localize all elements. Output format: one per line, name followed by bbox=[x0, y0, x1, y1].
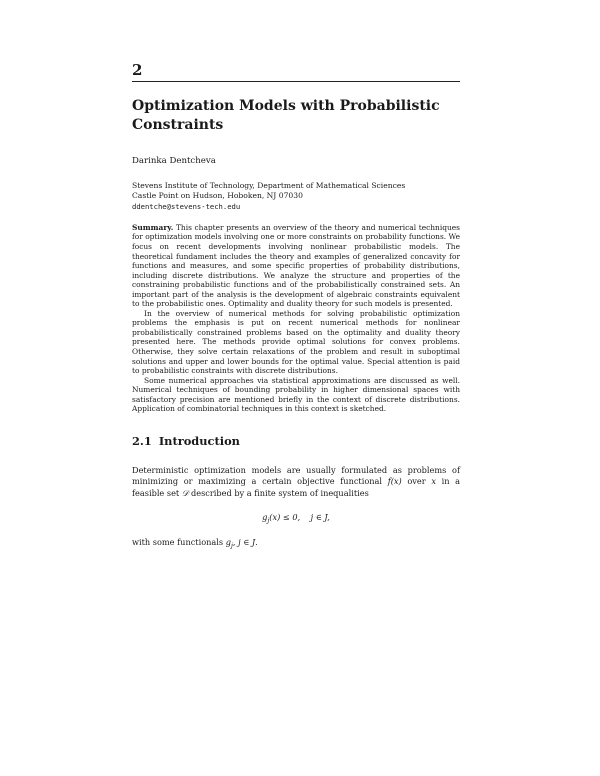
intro-body bbox=[132, 465, 460, 553]
equation-sub-j: j bbox=[267, 517, 270, 525]
summary-label: Summary. bbox=[132, 222, 174, 232]
math-set-d: 𝒟 bbox=[181, 488, 189, 499]
section-title: Introduction bbox=[158, 433, 240, 448]
summary-paragraph-1 bbox=[132, 223, 460, 309]
intro-paragraph-1 bbox=[132, 465, 460, 500]
summary-paragraph-3: Some numerical approaches via statistical approximations are discussed as well. Numerical techniques of bounding probability in higher dimensional spaces with satisfactory precision are mentioned briefly in the context of discrete distributions. Application of combinatorial techniques in this context is sketched. bbox=[132, 375, 460, 414]
author-affiliation bbox=[132, 181, 460, 212]
page-content bbox=[132, 62, 460, 552]
math-g-sub: j bbox=[230, 542, 233, 550]
intro-text-c: in a feasible set bbox=[132, 476, 460, 499]
summary-block bbox=[132, 223, 460, 414]
after-text-b: , bbox=[232, 537, 239, 548]
intro-paragraph-2 bbox=[132, 537, 460, 552]
intro-text-a: Deterministic optimization models are usually formulated as problems of minimizing or maximizing a certain objective functional bbox=[132, 464, 460, 487]
chapter-title bbox=[132, 97, 460, 135]
equation-g: g bbox=[262, 511, 268, 522]
chapter-title-line1: Optimization Models with Probabilistic bbox=[132, 98, 440, 114]
chapter-number: 2 bbox=[132, 61, 143, 79]
affiliation-line1: Stevens Institute of Technology, Department of Mathematical Sciences bbox=[132, 181, 406, 190]
summary-paragraph-2: In the overview of numerical methods for solving probabilistic optimization problems the emphasis is put on recent numerical methods for nonlinear probabilistically constrained problems based on the optimality and duality theory presented here. The methods provide optimal solutions for convex problems. Otherwise, they solve certain relaxations of the problem and result in suboptimal solutions and upper and lower bounds for the optimal value. Special attention is paid to probabilistic constraints with discrete distributions. bbox=[132, 308, 460, 376]
math-g: g bbox=[225, 537, 231, 548]
equation-rhs: j ∈ J, bbox=[310, 511, 330, 522]
summary-text-1: This chapter presents an overview of the theory and numerical techniques for optimization models involving one or more constraints on probability functions. We focus on recent developments involving nonlinear probabilistic models. The theoretical fundament includes the theory and examples of generalized concavity for functions and measures, and some specific properties of probability distributions, including discrete distributions. We analyze the structure and properties of the constraining probabilistic functions and of the probabilistically constrained sets. An important part of the analysis is the development of algebraic constraints equivalent to the probabilistic ones. Optimality and duality theory for such models is presented. bbox=[132, 222, 460, 309]
math-fx: f(x) bbox=[387, 476, 402, 487]
after-text-c: . bbox=[255, 537, 258, 548]
math-x: x bbox=[431, 476, 436, 487]
affiliation-line2: Castle Point on Hudson, Hoboken, NJ 07030 bbox=[132, 191, 303, 201]
math-j-in-J: j ∈ J bbox=[238, 537, 256, 548]
section-heading bbox=[132, 434, 460, 448]
section-number: 2.1 bbox=[132, 433, 152, 448]
intro-text-b: over bbox=[401, 476, 432, 487]
author-name: Darinka Dentcheva bbox=[132, 156, 216, 166]
chapter-rule bbox=[132, 81, 460, 82]
chapter-title-line2: Constraints bbox=[132, 117, 224, 133]
intro-text-d: described by a finite system of inequalities bbox=[188, 488, 369, 499]
after-text-a: with some functionals bbox=[132, 537, 226, 548]
inequality-equation bbox=[132, 512, 460, 527]
equation-arg: (x) ≤ 0, bbox=[269, 511, 301, 522]
author-email: ddentche@stevens-tech.edu bbox=[132, 201, 241, 211]
